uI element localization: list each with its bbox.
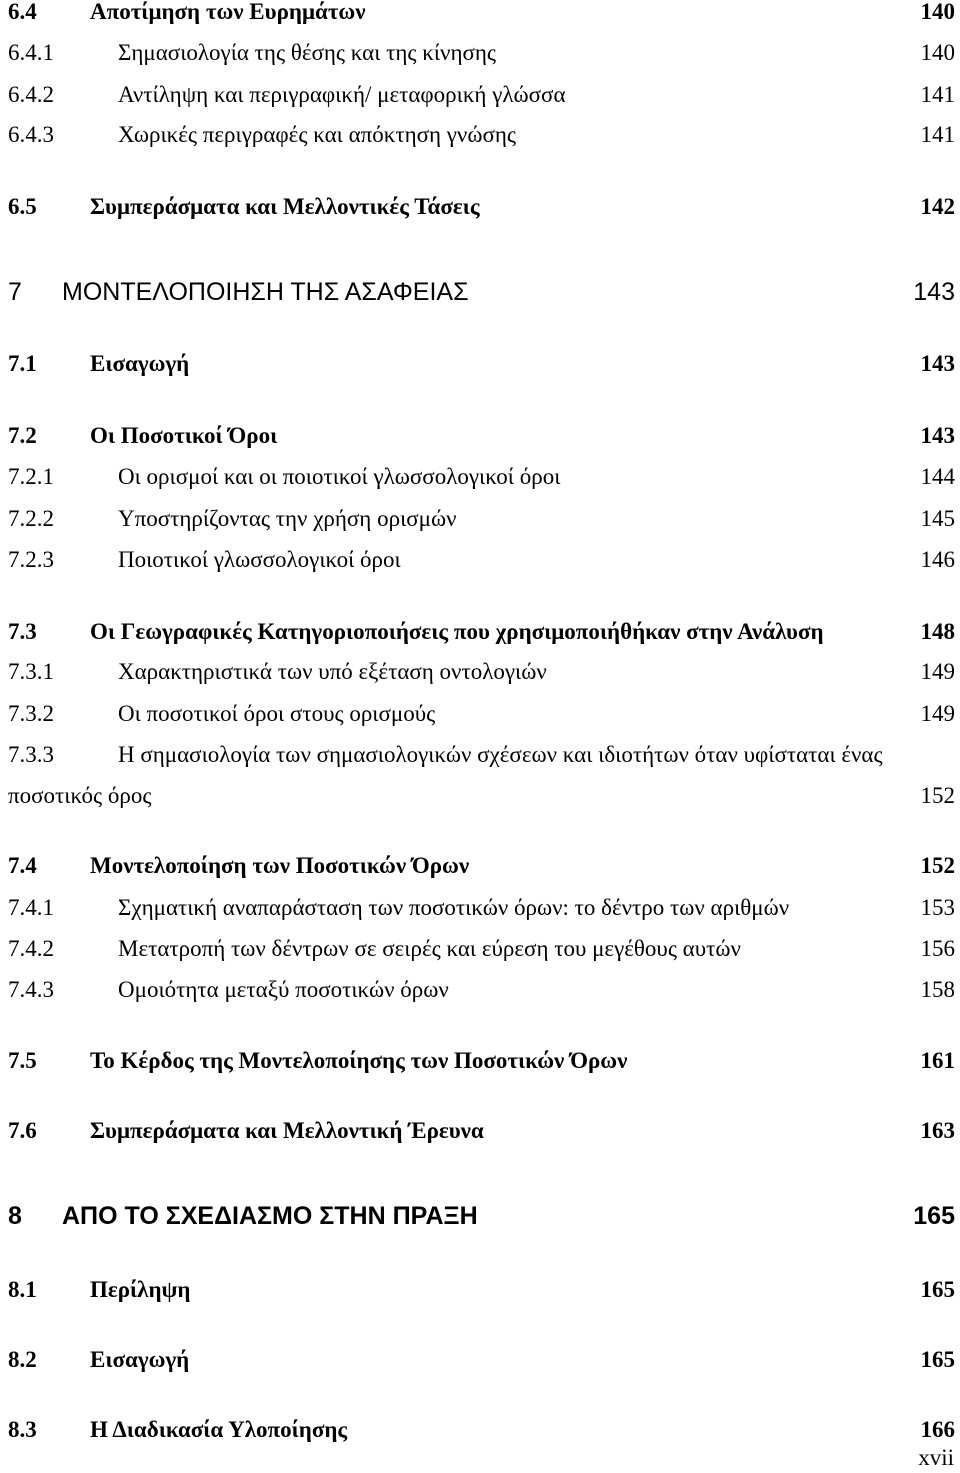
toc-entry-7-4-2[interactable] (8, 929, 955, 969)
toc-entry-number: 8.3 (8, 1417, 37, 1442)
toc-entry-page: 152 (920, 853, 955, 878)
toc-entry-page: 163 (920, 1118, 955, 1143)
toc-chapter-8[interactable] (8, 1196, 955, 1236)
toc-entry-7-3-1[interactable] (8, 652, 955, 692)
toc-entry-7-4-1[interactable] (8, 888, 955, 928)
toc-entry-page: 161 (920, 1048, 955, 1073)
toc-entry-page: 165 (920, 1347, 955, 1372)
toc-entry-title: Μοντελοποίηση των Ποσοτικών Όρων (90, 853, 470, 878)
toc-entry-8-2[interactable] (8, 1340, 955, 1380)
toc-entry-number: 7.3.2 (8, 701, 54, 726)
toc-entry-number: 7.1 (8, 351, 37, 376)
toc-entry-page: 141 (920, 82, 955, 107)
toc-entry-6-4[interactable] (8, 0, 955, 32)
toc-entry-title: Σχηματική αναπαράσταση των ποσοτικών όρων: το δέντρο των αριθμών (118, 895, 790, 920)
toc-entry-page: 149 (920, 659, 955, 684)
toc-entry-title: ΜΟΝΤΕΛΟΠΟΙΗΣΗ ΤΗΣ ΑΣΑΦΕΙΑΣ (62, 278, 469, 306)
toc-entry-number: 7.4 (8, 853, 37, 878)
toc-entry-title: Εισαγωγή (90, 351, 190, 376)
toc-entry-page: 141 (920, 122, 955, 147)
toc-entry-page: 152 (920, 783, 955, 808)
toc-entry-number: 7.3.1 (8, 659, 54, 684)
toc-entry-title: Μετατροπή των δέντρων σε σειρές και εύρεση του μεγέθους αυτών (118, 936, 741, 961)
toc-entry-number: 7.3 (8, 619, 37, 644)
toc-entry-6-5[interactable] (8, 187, 955, 227)
toc-entry-8-3[interactable] (8, 1410, 955, 1450)
toc-entry-title: Περίληψη (90, 1277, 191, 1302)
toc-entry-page: 145 (920, 506, 955, 531)
toc-entry-page: 143 (920, 423, 955, 448)
toc-entry-title: Ομοιότητα μεταξύ ποσοτικών όρων (118, 977, 449, 1002)
toc-entry-7-4-3[interactable] (8, 970, 955, 1010)
toc-entry-title: Αποτίμηση των Ευρημάτων (90, 0, 366, 24)
toc-entry-title: Οι Ποσοτικοί Όροι (90, 423, 278, 448)
toc-entry-title: Χωρικές περιγραφές και απόκτηση γνώσης (118, 122, 517, 147)
toc-entry-title: Το Κέρδος της Μοντελοποίησης των Ποσοτικών Όρων (90, 1048, 628, 1073)
toc-entry-number: 7.3.3 (8, 742, 54, 767)
toc-entry-number: 7.4.1 (8, 895, 54, 920)
toc-entry-page: 149 (920, 701, 955, 726)
toc-entry-number: 7 (8, 278, 22, 306)
toc-entry-page: 143 (920, 351, 955, 376)
toc-entry-7-3[interactable] (8, 612, 955, 652)
toc-entry-6-4-3[interactable] (8, 115, 955, 155)
toc-entry-title: Σημασιολογία της θέσης και της κίνησης (118, 40, 497, 65)
toc-entry-number: 8.2 (8, 1347, 37, 1372)
toc-entry-number: 8.1 (8, 1277, 37, 1302)
toc-entry-6-4-1[interactable] (8, 33, 955, 73)
toc-entry-8-1[interactable] (8, 1270, 955, 1310)
toc-entry-title: Η Διαδικασία Υλοποίησης (90, 1417, 348, 1442)
toc-entry-7-6[interactable] (8, 1111, 955, 1151)
toc-entry-page: 156 (920, 936, 955, 961)
toc-entry-number: 7.2.2 (8, 506, 54, 531)
toc-entry-page: 153 (920, 895, 955, 920)
toc-entry-number: 7.4.3 (8, 977, 54, 1002)
toc-entry-title: ΑΠΟ ΤΟ ΣΧΕΔΙΑΣΜΟ ΣΤΗΝ ΠΡΑΞΗ (62, 1202, 478, 1230)
toc-entry-title: Χαρακτηριστικά των υπό εξέταση οντολογιών (118, 659, 547, 684)
toc-entry-6-4-2[interactable] (8, 75, 955, 115)
toc-entry-7-3-3[interactable] (8, 735, 955, 775)
toc-entry-title: Συμπεράσματα και Μελλοντικές Τάσεις (90, 194, 480, 219)
toc-entry-title: Συμπεράσματα και Μελλοντική Έρευνα (90, 1118, 484, 1143)
toc-entry-7-5[interactable] (8, 1041, 955, 1081)
toc-entry-7-2[interactable] (8, 416, 955, 456)
toc-entry-number: 6.4.2 (8, 82, 54, 107)
toc-entry-page: 165 (913, 1202, 955, 1230)
toc-entry-title: Οι ποσοτικοί όροι στους ορισμούς (118, 701, 436, 726)
toc-entry-page: 142 (920, 194, 955, 219)
toc-entry-title: Οι Γεωγραφικές Κατηγοριοποιήσεις που χρησιμοποιήθήκαν στην Ανάλυση (90, 619, 824, 644)
toc-entry-number: 7.2.3 (8, 547, 54, 572)
toc-entry-7-4[interactable] (8, 846, 955, 886)
toc-entry-number: 6.4 (8, 0, 37, 24)
toc-entry-page: 165 (920, 1277, 955, 1302)
page-number: xvii (918, 1445, 954, 1470)
toc-entry-number: 8 (8, 1202, 22, 1230)
toc-entry-number: 6.4.3 (8, 122, 54, 147)
toc-entry-number: 7.6 (8, 1118, 37, 1143)
toc-entry-page: 166 (920, 1417, 955, 1442)
toc-entry-title: Η σημασιολογία των σημασιολογικών σχέσεων και ιδιοτήτων όταν υφίσταται ένας (118, 742, 883, 767)
toc-entry-7-2-2[interactable] (8, 499, 955, 539)
toc-entry-7-3-3-continuation[interactable] (8, 776, 955, 816)
toc-entry-title: Ποιοτικοί γλωσσολογικοί όροι (118, 547, 401, 572)
toc-entry-number: 7.4.2 (8, 936, 54, 961)
toc-entry-page: 140 (920, 40, 955, 65)
toc-entry-title: Εισαγωγή (90, 1347, 190, 1372)
toc-entry-title-continuation: ποσοτικός όρος (8, 783, 152, 808)
toc-entry-number: 6.5 (8, 194, 37, 219)
toc-entry-7-2-3[interactable] (8, 540, 955, 580)
toc-entry-title: Οι ορισμοί και οι ποιοτικοί γλωσσολογικοί όροι (118, 464, 561, 489)
toc-entry-7-3-2[interactable] (8, 694, 955, 734)
toc-entry-title: Υποστηρίζοντας την χρήση ορισμών (118, 506, 457, 531)
toc-entry-page: 140 (920, 0, 955, 24)
toc-entry-number: 7.2.1 (8, 464, 54, 489)
toc-chapter-7[interactable] (8, 272, 955, 312)
toc-entry-page: 158 (920, 977, 955, 1002)
toc-entry-title: Αντίληψη και περιγραφική/ μεταφορική γλώσσα (118, 82, 566, 107)
toc-entry-7-2-1[interactable] (8, 457, 955, 497)
toc-entry-7-1[interactable] (8, 344, 955, 384)
toc-entry-page: 143 (913, 278, 955, 306)
toc-entry-number: 6.4.1 (8, 40, 54, 65)
toc-entry-page: 146 (920, 547, 955, 572)
toc-entry-page: 148 (920, 619, 955, 644)
toc-entry-number: 7.5 (8, 1048, 37, 1073)
toc-entry-page: 144 (920, 464, 955, 489)
toc-entry-number: 7.2 (8, 423, 37, 448)
